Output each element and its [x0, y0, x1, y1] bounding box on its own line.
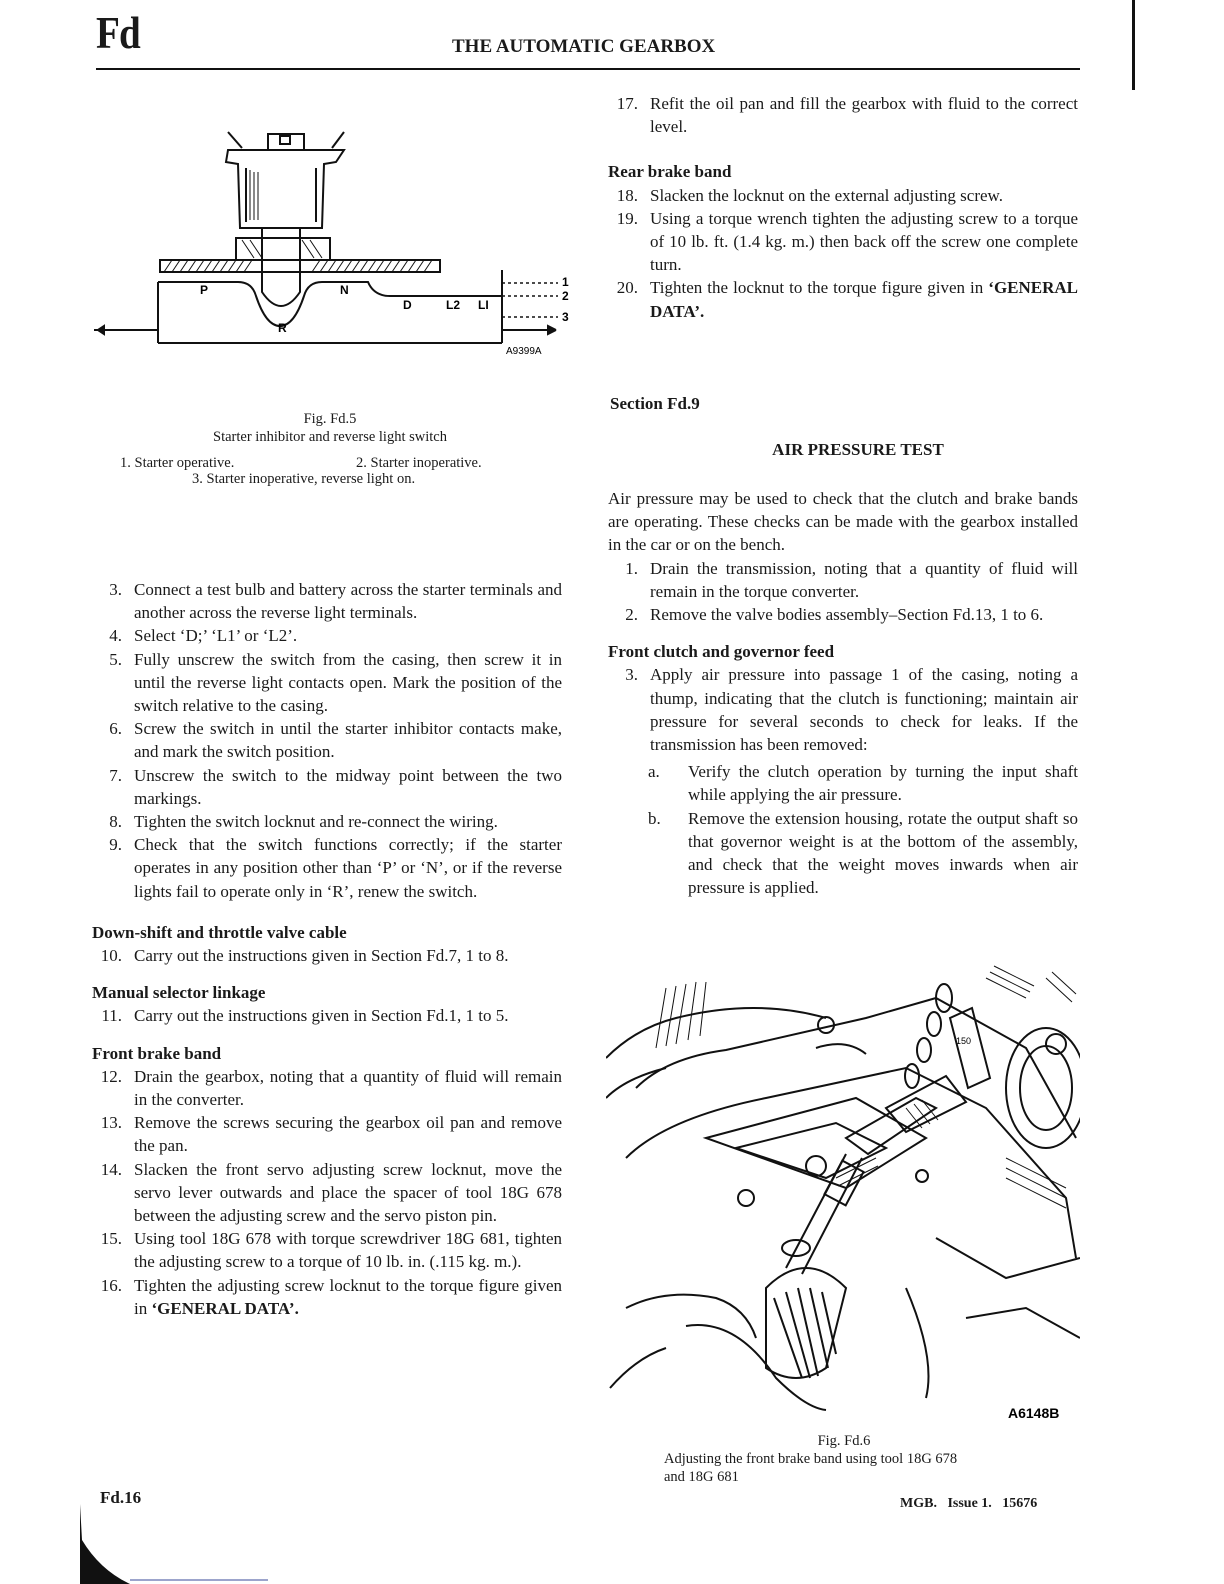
- heading-manual-selector: Manual selector linkage: [92, 983, 266, 1003]
- step-number: 9.: [109, 835, 122, 855]
- steps-list-rear-brake: [608, 184, 1078, 277]
- step-number: 11.: [101, 1006, 122, 1026]
- step-number: 5.: [109, 649, 122, 669]
- step-number: 2.: [625, 605, 638, 625]
- step-text: Tighten the switch locknut and re-connect the wiring.: [134, 812, 498, 832]
- list-item: [92, 1065, 562, 1111]
- step-number: 8.: [109, 812, 122, 832]
- heading-front-clutch: Front clutch and governor feed: [608, 642, 835, 662]
- heading-downshift: Down-shift and throttle valve cable: [92, 922, 347, 942]
- step-number: a.: [648, 762, 660, 782]
- step-text: Connect a test bulb and battery across the starter terminals and another across the reverse light terminals.: [134, 580, 562, 623]
- steps-list-manual: [92, 1004, 562, 1027]
- list-item: [92, 624, 562, 647]
- step-number: 3.: [109, 580, 122, 599]
- step-text: Drain the transmission, noting that a quantity of fluid will remain in the torque converter.: [650, 558, 1078, 601]
- steps-list-switch: [92, 578, 562, 903]
- list-item: [92, 810, 562, 833]
- step-17: [608, 92, 1078, 138]
- steps-list-downshift: [92, 944, 562, 967]
- heading-rear-brake-band: Rear brake band: [608, 162, 732, 182]
- fig6-caption-line1: Adjusting the front brake band using tool 18G 678: [664, 1451, 958, 1467]
- list-item: [92, 1111, 562, 1157]
- fig5-legend-3: 3. Starter inoperative, reverse light on.: [192, 471, 416, 487]
- step-text: Unscrew the switch to the midway point between the two markings.: [134, 765, 562, 808]
- step-text: Verify the clutch operation by turning the input shaft while applying the air pressure.: [688, 762, 1078, 805]
- step-number: 19.: [616, 208, 638, 228]
- step-number: 14.: [100, 1159, 122, 1179]
- section-label: Section Fd.9: [610, 394, 700, 413]
- step-16: [92, 1274, 562, 1320]
- figure-fd6-brake-band-adjustment: [606, 958, 1080, 1428]
- list-item: [92, 717, 562, 763]
- step-text: Slacken the locknut on the external adjusting screw.: [650, 185, 1003, 205]
- step-20: [608, 276, 1078, 322]
- fig6-caption-title: Fig. Fd.6: [817, 1433, 871, 1449]
- page-title: THE AUTOMATIC GEARBOX: [452, 36, 716, 57]
- fig6-caption: [664, 1432, 1024, 1486]
- step-text: Refit the oil pan and fill the gearbox with fluid to the correct level.: [650, 94, 1078, 137]
- fig5-caption-title: Fig. Fd.5: [303, 411, 357, 427]
- step-text: Drain the gearbox, noting that a quantity of fluid will remain in the converter.: [134, 1066, 562, 1110]
- page-number: Fd.16: [100, 1488, 142, 1507]
- fig5-label-2: 2: [562, 289, 569, 303]
- fig6-small-label: 150: [956, 1036, 972, 1046]
- step-number: 7.: [109, 765, 122, 785]
- step-text: Tighten the adjusting screw locknut to the torque figure given in: [134, 1275, 562, 1318]
- list-item: [608, 603, 1078, 626]
- step-number: 13.: [100, 1113, 122, 1133]
- left-column: [92, 578, 562, 1320]
- fig5-caption: [90, 410, 570, 446]
- steps-list-air-test: [608, 557, 1078, 627]
- list-item: [608, 207, 1078, 277]
- fig5-label-1: 1: [562, 275, 569, 289]
- step-3-air: [608, 663, 1078, 756]
- publication-info: MGB. Issue 1. 15676: [900, 1496, 1038, 1511]
- step-text: Tighten the locknut to the torque figure given in: [650, 278, 984, 298]
- step-number: b.: [648, 808, 661, 828]
- steps-list-front-brake: [92, 1065, 562, 1274]
- step-number: 20.: [616, 278, 638, 298]
- fig5-label-p: P: [200, 283, 209, 297]
- page-edge-mark: [1132, 0, 1135, 90]
- list-item: [608, 184, 1078, 207]
- air-test-intro: Air pressure may be used to check that the clutch and brake bands are operating. These checks can be made with the gearbox installed in the car or on the bench.: [608, 489, 1078, 555]
- fig6-ref: A6148B: [1008, 1405, 1060, 1421]
- step-text-bold: ‘GENERAL DATA’.: [650, 278, 1079, 321]
- step-text-bold: ‘GENERAL DATA’.: [151, 1298, 299, 1318]
- step-text: Slacken the front servo adjusting screw locknut, move the servo lever outwards and place the spacer of tool 18G 678 between the adjusting screw and the servo piston pin.: [134, 1159, 562, 1226]
- step-text: Fully unscrew the switch from the casing, then screw it in until the reverse light contacts open. Mark the position of the switch relative to the casing.: [134, 649, 562, 716]
- section-code: Fd: [96, 7, 140, 58]
- figure-fd5-switch-diagram: [90, 120, 580, 365]
- list-item: [92, 764, 562, 810]
- step-number: 15.: [100, 1229, 122, 1249]
- step-text: Carry out the instructions given in Section Fd.7, 1 to 8.: [134, 946, 509, 966]
- header-rule: [96, 68, 1080, 70]
- step-text: Carry out the instructions given in Section Fd.1, 1 to 5.: [134, 1006, 509, 1026]
- fig5-legend-2: 2. Starter inoperative.: [356, 455, 482, 471]
- step-text: Using a torque wrench tighten the adjusting screw to a torque of 10 lb. ft. (1.4 kg. m.) then back off the screw one complete turn.: [650, 208, 1078, 275]
- fig5-label-3: 3: [562, 310, 569, 324]
- list-item: [608, 557, 1078, 603]
- step-text: Select ‘D;’ ‘L1’ or ‘L2’.: [134, 626, 298, 646]
- right-column-air-test: [608, 487, 1078, 899]
- fig5-caption-desc: Starter inhibitor and reverse light switch: [213, 429, 447, 445]
- step-number: 18.: [616, 185, 638, 205]
- step-text: Remove the screws securing the gearbox oil pan and remove the pan.: [134, 1113, 562, 1156]
- step-number: 17.: [616, 94, 638, 113]
- list-item: [92, 1227, 562, 1273]
- step-number: 6.: [109, 719, 122, 739]
- fig5-label-l2: L2: [446, 298, 461, 312]
- fig5-ref: A9399A: [506, 346, 542, 357]
- list-item: [92, 833, 562, 903]
- step-number: 4.: [109, 626, 122, 646]
- list-item: [92, 1158, 562, 1228]
- sub-steps-list: [608, 760, 1078, 899]
- fig5-legend-1: 1. Starter operative.: [120, 455, 235, 471]
- step-number: 16.: [100, 1275, 122, 1295]
- step-text: Remove the extension housing, rotate the output shaft so that governor weight is at the bottom of the assembly, and check that the weight moves inwards when air pressure is applied.: [688, 808, 1078, 898]
- step-number: 3.: [625, 665, 638, 685]
- step-text: Screw the switch in until the starter inhibitor contacts make, and mark the switch position.: [134, 719, 562, 762]
- fig5-label-n: N: [340, 283, 349, 297]
- sub-list-item: [608, 760, 1078, 806]
- step-text: Apply air pressure into passage 1 of the casing, noting a thump, indicating that the clutch is functioning; maintain air pressure for several seconds to check for leaks. If the transmission has been removed:: [650, 665, 1078, 755]
- fig5-label-r: R: [278, 321, 287, 335]
- list-item: [92, 1004, 562, 1027]
- list-item: [92, 944, 562, 967]
- page-corner-mark: [70, 1500, 270, 1584]
- step-text: Check that the switch functions correctly; if the starter operates in any position other than ‘P’ or ‘N’, or if the reverse lights fail to operate only in ‘R’, renew the switch.: [134, 835, 562, 901]
- fig6-caption-line2: and 18G 681: [664, 1469, 739, 1485]
- step-number: 1.: [625, 558, 638, 578]
- list-item: [92, 578, 562, 624]
- fig5-label-l1: LI: [478, 298, 489, 312]
- step-number: 12.: [100, 1066, 122, 1086]
- heading-front-brake-band: Front brake band: [92, 1043, 222, 1063]
- fig5-label-d: D: [403, 298, 412, 312]
- step-text: Using tool 18G 678 with torque screwdriver 18G 681, tighten the adjusting screw to a torque of 10 lb. in. (.115 kg. m.).: [134, 1229, 562, 1272]
- step-text: Remove the valve bodies assembly–Section Fd.13, 1 to 6.: [650, 605, 1044, 625]
- step-number: 10.: [100, 946, 122, 966]
- section-title: AIR PRESSURE TEST: [772, 440, 944, 459]
- sub-list-item: [608, 807, 1078, 900]
- list-item: [92, 648, 562, 718]
- right-column-top: [608, 92, 1078, 323]
